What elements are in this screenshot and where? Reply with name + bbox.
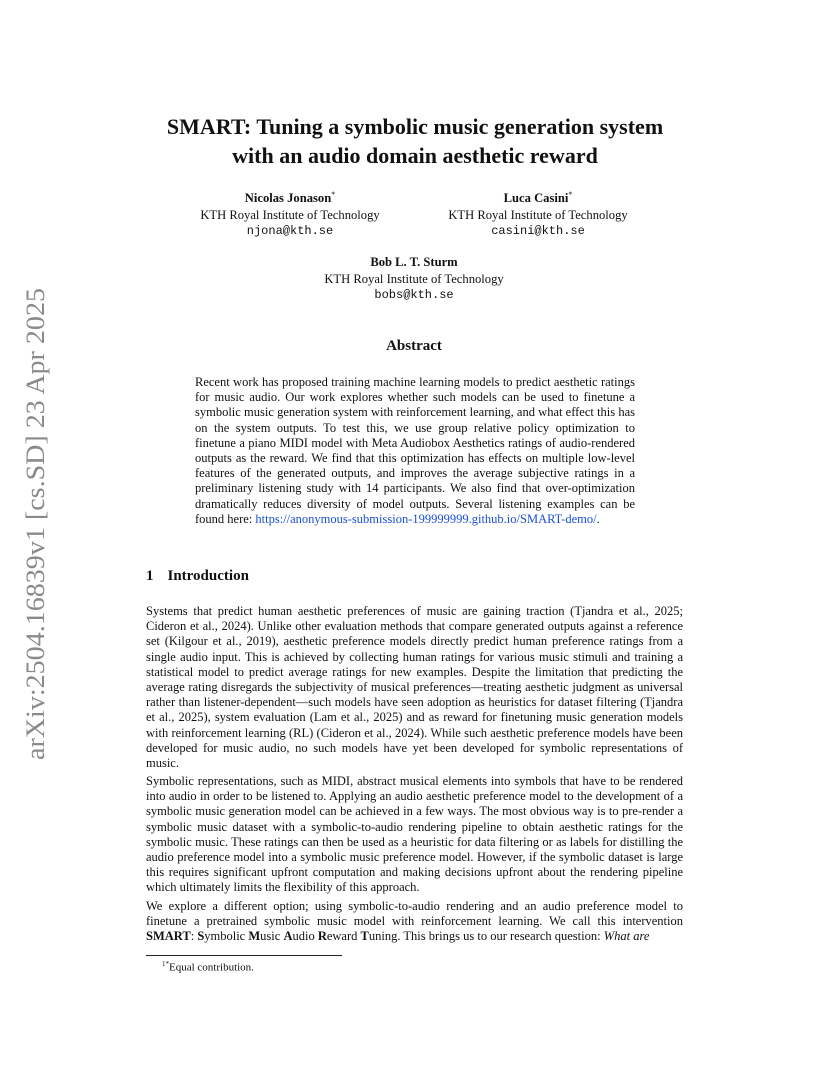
author-name: Nicolas Jonason* [244, 190, 336, 206]
section-number: 1 [146, 568, 154, 584]
smart-acronym: SMART [146, 929, 191, 944]
author-email: njona@kth.se [246, 224, 334, 239]
author-affiliation: KTH Royal Institute of Technology [324, 271, 504, 286]
paper-title [120, 112, 710, 170]
title-line-1: SMART: Tuning a symbolic music generation system [166, 114, 664, 139]
intro-paragraph-3: We explore a different option; using symbolic-to-audio rendering and an audio preference model to finetune a pretrained symbolic music model with reinforcement learning. We call this intervention SMART: Symbolic Music Audio Reward Tuning. This brings us to our research question: What are [146, 899, 683, 944]
author-email: casini@kth.se [491, 224, 585, 239]
intro-paragraph-1: Systems that predict human aesthetic preferences of music are gaining traction (Tjandra et al., 2025; Cideron et al., 2024). Unlike other evaluation methods that compare generated outputs against a reference set (Kilgour et al., 2019), aesthetic preference models directly predict human preference ratings from a single audio input. This is achieved by collecting human ratings for various music stimuli and training a statistical model to predict average ratings for new examples. Despite the limitation that predicting the average rating disregards the subjectivity of musical preferences—treating aesthetic judgment as universal rather than listener-dependent—such models have seen adoption as heuristics for dataset filtering (Tjandra et al., 2025), system evaluation (Lam et al., 2025) and as reward for finetuning music generation models with reinforcement learning (RL) (Cideron et al., 2024). While such aesthetic preference models have been developed for music audio, no such models have yet been developed for symbolic representations of music. [146, 604, 683, 771]
title-line-2: with an audio domain aesthetic reward [232, 143, 598, 168]
author-email: bobs@kth.se [374, 288, 454, 302]
abstract-body: Recent work has proposed training machine learning models to predict aesthetic ratings for music audio. Our work explores whether such models can be used to finetune a symbolic music generation system with reinforcement learning, and what effect this has on the system outputs. To test this, we use group relative policy optimization to finetune a piano MIDI model with Meta Audiobox Aesthetics ratings of audio-rendered outputs as the reward. We find that this optimization has effects on multiple low-level features of the generated outputs, and improves the average subjective ratings in a preliminary listening study with 14 participants. We also find that over-optimization dramatically reduces diversity of model outputs. Several listening examples can be found here: https://anonymous-submission-199999999.github.io/SMART-demo/. [195, 375, 635, 526]
intro-paragraph-2: Symbolic representations, such as MIDI, abstract musical elements into symbols that have to be rendered into audio in order to be listened to. Applying an audio aesthetic preference model to the development of a symbolic music generation model can be achieved in a few ways. The most obvious way is to pre-render a symbolic music dataset with a symbolic-to-audio rendering pipeline to obtain aesthetic ratings for the symbolic music. These ratings can then be used as a heuristic for data filtering or as labels for distilling the audio preference model into a symbolic music preference model. However, if the symbolic dataset is large this requires significant upfront computation and making decisions upfront about the rendering pipeline which ultimately limits the flexibility of this approach. [146, 774, 683, 895]
equal-contribution-mark: * [568, 190, 573, 199]
footnote-divider [146, 955, 342, 956]
author-affiliation: KTH Royal Institute of Technology [200, 207, 380, 222]
author-name: Luca Casini* [503, 190, 573, 206]
equal-contribution-mark: * [331, 190, 336, 199]
demo-link[interactable]: https://anonymous-submission-199999999.github.io/SMART-demo/ [255, 511, 597, 526]
research-question-start: What are [603, 929, 650, 944]
author-block-1 [170, 187, 410, 240]
author-affiliation: KTH Royal Institute of Technology [448, 207, 628, 222]
arxiv-identifier-text: arXiv:2504.16839v1 [cs.SD] 23 Apr 2025 [21, 322, 50, 760]
arxiv-sidebar-stamp [14, 288, 54, 760]
author-block-2 [418, 187, 658, 240]
author-block-3 [294, 254, 534, 304]
author-name: Bob L. T. Sturm [370, 255, 458, 269]
section-heading-introduction [146, 568, 249, 585]
footnote: $^{1*}$Equal contribution. [162, 960, 254, 974]
section-title: Introduction [167, 568, 249, 584]
abstract-heading: Abstract [386, 338, 442, 354]
